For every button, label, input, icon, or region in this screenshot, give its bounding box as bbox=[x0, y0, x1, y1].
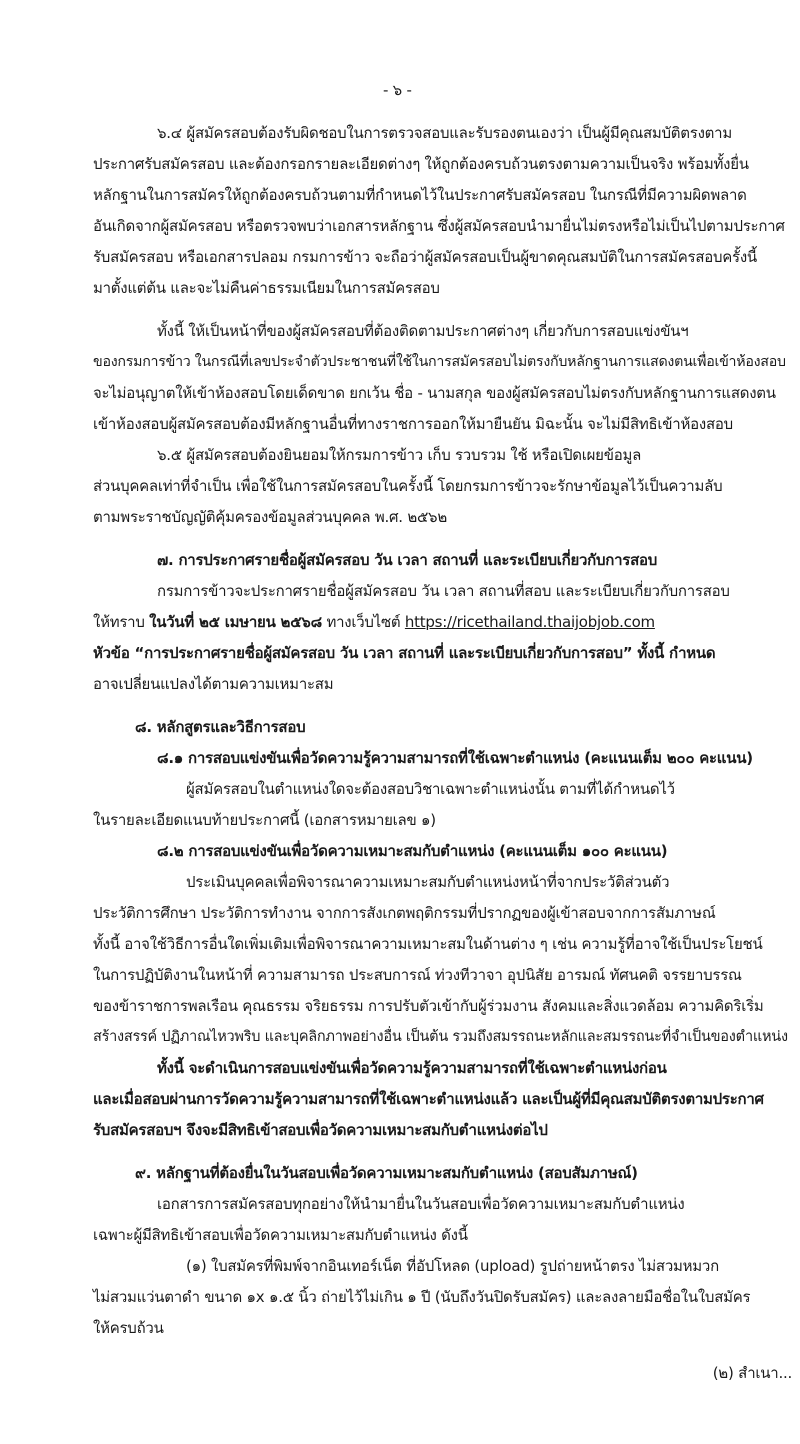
paragraph-line: ทั้งนี้ อาจใช้วิธีการอื่นใดเพิ่มเติมเพื่อพิจารณาความเหมาะสมในด้านต่าง ๆ เช่น ความรู้ที่อาจใช้เป็นประโยชน์ bbox=[93, 935, 763, 953]
paragraph-line: เอกสารการสมัครสอบทุกอย่างให้นำมายื่นในวันสอบเพื่อวัดความเหมาะสมกับตำแหน่ง bbox=[157, 1195, 685, 1213]
text-segment: ทางเว็บไซต์ bbox=[326, 613, 401, 631]
paragraph-line: ในรายละเอียดแนบท้ายประกาศนี้ (เอกสารหมายเลข ๑) bbox=[93, 811, 436, 829]
paragraph-line: สร้างสรรค์ ปฏิภาณไหวพริบ และบุคลิกภาพอย่างอื่น เป็นต้น รวมถึงสมรรถนะหลักและสมรรถนะที่จำเป็นของตำแหน่ง bbox=[93, 1029, 788, 1045]
paragraph-line: อาจเปลี่ยนแปลงได้ตามความเหมาะสม bbox=[93, 675, 334, 693]
paragraph-line: ในการปฏิบัติงานในหน้าที่ ความสามารถ ประสบการณ์ ท่วงทีวาจา อุปนิสัย อารมณ์ ทัศนคติ จรรยาบรรณ bbox=[93, 966, 742, 984]
paragraph-line: อันเกิดจากผู้สมัครสอบ หรือตรวจพบว่าเอกสารหลักฐาน ซึ่งผู้สมัครสอบนำมายื่นไม่ตรงหรือไม่เป็นไปตามประกาศ bbox=[93, 217, 785, 235]
paragraph-line: ของข้าราชการพลเรือน คุณธรรม จริยธรรม การปรับตัวเข้ากับผู้ร่วมงาน สังคมและสิ่งแวดล้อม ความคิดริเริ่ม bbox=[93, 997, 764, 1015]
paragraph-line: ไม่สวมแว่นตาดำ ขนาด ๑x ๑.๕ นิ้ว ถ่ายไว้ไม่เกิน ๑ ปี (นับถึงวันปิดรับสมัคร) และลงลายมือชื่อในใบสมัคร bbox=[93, 1288, 751, 1306]
paragraph-line: ผู้สมัครสอบในตำแหน่งใดจะต้องสอบวิชาเฉพาะตำแหน่งนั้น ตามที่ได้กำหนดไว้ bbox=[186, 780, 675, 798]
paragraph-line: และเมื่อสอบผ่านการวัดความรู้ความสามารถที่ใช้เฉพาะตำแหน่งแล้ว และเป็นผู้ที่มีคุณสมบัติตรงตามประกาศ bbox=[93, 1090, 764, 1108]
subsection-heading: ๘.๑ การสอบแข่งขันเพื่อวัดความรู้ความสามารถที่ใช้เฉพาะตำแหน่ง (คะแนนเต็ม ๒๐๐ คะแนน) bbox=[157, 749, 753, 767]
paragraph-line: ทั้งนี้ ให้เป็นหน้าที่ของผู้สมัครสอบที่ต้องติดตามประกาศต่างๆ เกี่ยวกับการสอบแข่งขันฯ bbox=[157, 322, 689, 340]
subsection-heading: ๘.๒ การสอบแข่งขันเพื่อวัดความเหมาะสมกับตำแหน่ง (คะแนนเต็ม ๑๐๐ คะแนน) bbox=[157, 842, 668, 860]
paragraph-line bbox=[93, 612, 655, 632]
section-heading: ๙. หลักฐานที่ต้องยื่นในวันสอบเพื่อวัดความเหมาะสมกับตำแหน่ง (สอบสัมภาษณ์) bbox=[135, 1164, 638, 1182]
paragraph-line: ส่วนบุคคลเท่าที่จำเป็น เพื่อใช้ในการสมัครสอบในครั้งนี้ โดยกรมการข้าวจะรักษาข้อมูลไว้เป็นความลับ bbox=[93, 477, 723, 495]
paragraph-line: ประวัติการศึกษา ประวัติการทำงาน จากการสังเกตพฤติกรรมที่ปรากฏของผู้เข้าสอบจากการสัมภาษณ์ bbox=[93, 904, 716, 922]
paragraph-line: กรมการข้าวจะประกาศรายชื่อผู้สมัครสอบ วัน เวลา สถานที่สอบ และระเบียบเกี่ยวกับการสอบ bbox=[157, 582, 730, 600]
paragraph-line: ประเมินบุคคลเพื่อพิจารณาความเหมาะสมกับตำแหน่งหน้าที่จากประวัติส่วนตัว bbox=[186, 873, 670, 891]
paragraph-line: รับสมัครสอบฯ จึงจะมีสิทธิเข้าสอบเพื่อวัดความเหมาะสมกับตำแหน่งต่อไป bbox=[93, 1121, 548, 1139]
paragraph-line: หัวข้อ “การประกาศรายชื่อผู้สมัครสอบ วัน เวลา สถานที่ และระเบียบเกี่ยวกับการสอบ” ทั้งนี้ กำหนด bbox=[93, 644, 716, 662]
paragraph-line: ทั้งนี้ จะดำเนินการสอบแข่งขันเพื่อวัดความรู้ความสามารถที่ใช้เฉพาะตำแหน่งก่อน bbox=[157, 1059, 667, 1077]
paragraph-line: เฉพาะผู้มีสิทธิเข้าสอบเพื่อวัดความเหมาะสมกับตำแหน่ง ดังนี้ bbox=[93, 1226, 468, 1244]
section-heading: ๘. หลักสูตรและวิธีการสอบ bbox=[135, 718, 306, 736]
continuation-note: (๒) สำเนา... bbox=[712, 1364, 792, 1382]
page-number: - ๖ - bbox=[383, 81, 412, 99]
section-heading: ๗. การประกาศรายชื่อผู้สมัครสอบ วัน เวลา สถานที่ และระเบียบเกี่ยวกับการสอบ bbox=[157, 551, 658, 569]
paragraph-line: หลักฐานในการสมัครให้ถูกต้องครบถ้วนตามที่กำหนดไว้ในประกาศรับสมัครสอบ ในกรณีที่มีความผิดพลาด bbox=[93, 186, 747, 204]
text-segment: ให้ทราบ bbox=[93, 613, 145, 631]
paragraph-line: รับสมัครสอบ หรือเอกสารปลอม กรมการข้าว จะถือว่าผู้สมัครสอบเป็นผู้ขาดคุณสมบัติในการสมัครสอบครั้งนี้ bbox=[93, 248, 757, 266]
paragraph-line: ตามพระราชบัญญัติคุ้มครองข้อมูลส่วนบุคคล พ.ศ. ๒๕๖๒ bbox=[93, 508, 447, 526]
paragraph-line: ของกรมการข้าว ในกรณีที่เลขประจำตัวประชาชนที่ใช้ในการสมัครสอบไม่ตรงกับหลักฐานการแสดงตนเพื่อเข้าห้องสอบ bbox=[93, 354, 786, 370]
paragraph-line: ๖.๔ ผู้สมัครสอบต้องรับผิดชอบในการตรวจสอบและรับรองตนเองว่า เป็นผู้มีคุณสมบัติตรงตาม bbox=[157, 124, 732, 142]
website-link[interactable]: https://ricethailand.thaijobjob.com bbox=[404, 613, 655, 631]
paragraph-line: ให้ครบถ้วน bbox=[93, 1319, 164, 1337]
paragraph-line: เข้าห้องสอบผู้สมัครสอบต้องมีหลักฐานอื่นที่ทางราชการออกให้มายืนยัน มิฉะนั้น จะไม่มีสิทธิเข้าห้องสอบ bbox=[93, 415, 733, 433]
paragraph-line: ๖.๕ ผู้สมัครสอบต้องยินยอมให้กรมการข้าว เก็บ รวบรวม ใช้ หรือเปิดเผยข้อมูล bbox=[157, 446, 642, 464]
announcement-date: ในวันที่ ๒๕ เมษายน ๒๕๖๘ bbox=[149, 613, 322, 631]
paragraph-line: ประกาศรับสมัครสอบ และต้องกรอกรายละเอียดต่างๆ ให้ถูกต้องครบถ้วนตรงตามความเป็นจริง พร้อมทั้งยื่น bbox=[93, 155, 749, 173]
paragraph-line: มาตั้งแต่ต้น และจะไม่คืนค่าธรรมเนียมในการสมัครสอบ bbox=[93, 279, 440, 297]
paragraph-line: จะไม่อนุญาตให้เข้าห้องสอบโดยเด็ดขาด ยกเว้น ชื่อ - นามสกุล ของผู้สมัครสอบไม่ตรงกับหลักฐานการแสดงตน bbox=[93, 384, 776, 402]
paragraph-line: (๑) ใบสมัครที่พิมพ์จากอินเทอร์เน็ต ที่อัปโหลด (upload) รูปถ่ายหน้าตรง ไม่สวมหมวก bbox=[186, 1257, 719, 1275]
